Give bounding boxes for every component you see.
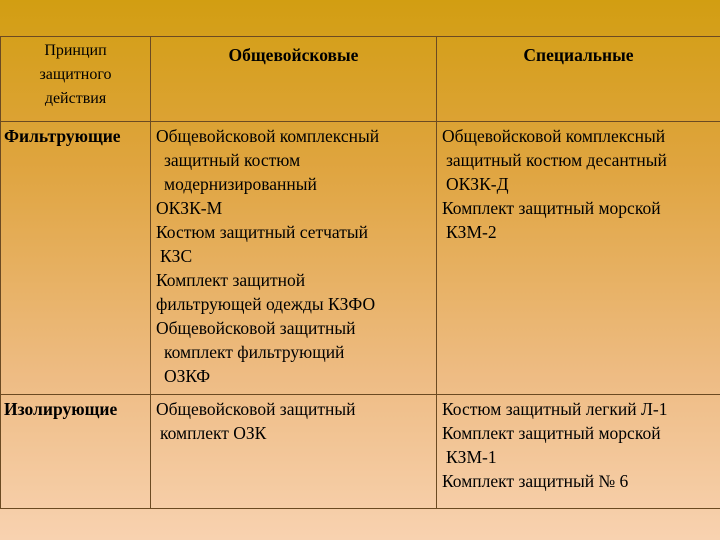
- table-row-isolating: [1, 395, 720, 509]
- cell-line: Общевойсковой комплексный: [156, 126, 380, 146]
- cell-line: КЗС: [160, 246, 193, 266]
- header-principle: [1, 37, 151, 122]
- cell-line: Костюм защитный сетчатый: [156, 222, 369, 242]
- cell-line: ОЗКФ: [164, 366, 211, 386]
- cell-line: защитный костюм: [164, 150, 301, 170]
- cell-line: модернизированный: [164, 174, 317, 194]
- header-principle-line: защитного: [39, 66, 112, 83]
- cell-line: КЗМ-1: [446, 447, 497, 467]
- cell-line: Комплект защитный морской: [442, 198, 661, 218]
- cell-line: Общевойсковой защитный: [156, 318, 356, 338]
- cell-filtering-special: [437, 122, 720, 395]
- cell-line: Общевойсковой защитный: [156, 399, 356, 419]
- cell-isolating-special: [437, 395, 720, 509]
- cell-line: ОКЗК-М: [156, 198, 223, 218]
- cell-line: ОКЗК-Д: [446, 174, 509, 194]
- cell-line: Общевойсковой комплексный: [442, 126, 666, 146]
- cell-line: КЗМ-2: [446, 222, 497, 242]
- cell-isolating-general: [151, 395, 437, 509]
- header-principle-line: Принцип: [44, 42, 107, 59]
- cell-line: защитный костюм десантный: [446, 150, 667, 170]
- header-special: Специальные: [437, 37, 720, 122]
- cell-filtering-general: [151, 122, 437, 395]
- cell-line: Комплект защитный № 6: [442, 471, 629, 491]
- header-row: [1, 37, 720, 122]
- header-principle-line: действия: [44, 90, 107, 107]
- cell-line: комплект ОЗК: [160, 423, 267, 443]
- cell-line: Костюм защитный легкий Л-1: [442, 399, 668, 419]
- header-general: Общевойсковые: [151, 37, 437, 122]
- cell-line: комплект фильтрующий: [164, 342, 345, 362]
- row-label-filtering: Фильтрующие: [1, 122, 151, 395]
- protection-table: [0, 36, 720, 509]
- table-row-filtering: [1, 122, 720, 395]
- cell-line: Комплект защитной: [156, 270, 306, 290]
- cell-line: фильтрующей одежды КЗФО: [156, 294, 376, 314]
- row-label-isolating: Изолирующие: [1, 395, 151, 509]
- cell-line: Комплект защитный морской: [442, 423, 661, 443]
